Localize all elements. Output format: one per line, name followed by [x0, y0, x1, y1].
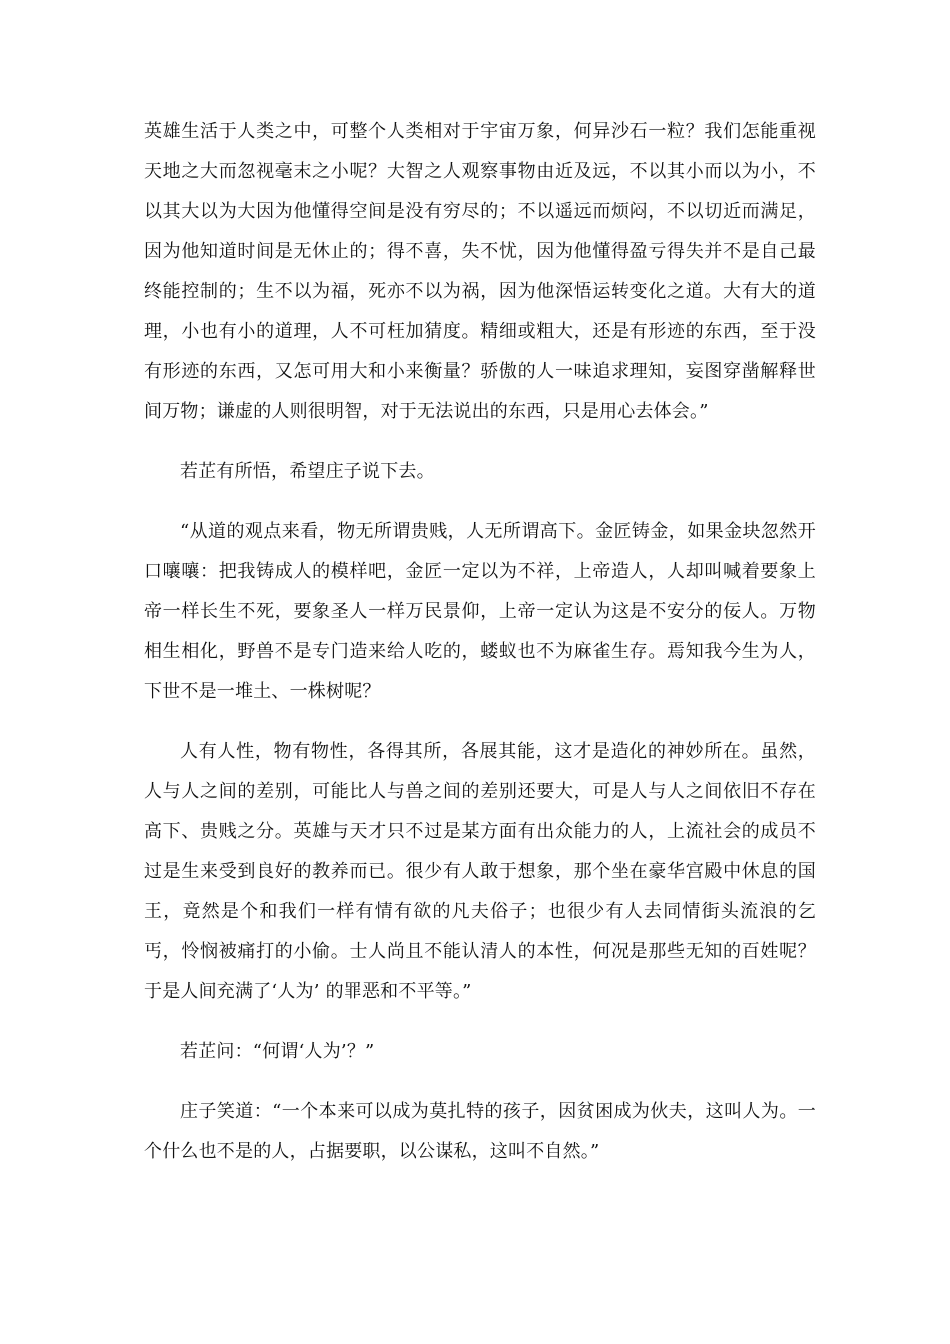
body-text [144, 112, 816, 1172]
paragraph-4: 人有人性，物有物性，各得其所，各展其能，这才是造化的神妙所在。虽然，人与人之间的差别，可能比人与兽之间的差别还要大，可是人与人之间依旧不存在高下、贵贱之分。英雄与天才只不过是某方面有出众能力的人，上流社会的成员不过是生来受到良好的教养而已。很少有人敢于想象，那个坐在豪华宫殿中休息的国王，竟然是个和我们一样有情有欲的凡夫俗子；也很少有人去同情街头流浪的乞丐，怜悯被痛打的小偷。士人尚且不能认清人的本性，何况是那些无知的百姓呢？于是人间充满了‘人为’ 的罪恶和不平等。” [144, 741, 816, 1002]
paragraph-6: 庄子笑道：“一个本来可以成为莫扎特的孩子，因贫困成为伙夫，这叫人为。一个什么也不是的人，占据要职，以公谋私，这叫不自然。” [144, 1101, 816, 1162]
paragraph-1: 英雄生活于人类之中，可整个人类相对于宇宙万象，何异沙石一粒？我们怎能重视天地之大而忽视毫末之小呢？大智之人观察事物由近及远，不以其小而以为小，不以其大以为大因为他懂得空间是没有穷尽的；不以遥远而烦闷，不以切近而满足，因为他知道时间是无休止的；得不喜，失不忧，因为他懂得盈亏得失并不是自己最终能控制的；生不以为福，死亦不以为祸，因为他深悟运转变化之道。大有大的道理，小也有小的道理，人不可枉加猜度。精细或粗大，还是有形迹的东西，至于没有形迹的东西，又怎可用大和小来衡量？骄傲的人一味追求理知，妄图穿凿解释世间万物；谦虚的人则很明智，对于无法说出的东西，只是用心去体会。” [144, 121, 816, 422]
paragraph-5: 若芷问：“何谓‘人为’？” [180, 1041, 375, 1062]
paragraph-3: “从道的观点来看，物无所谓贵贱，人无所谓高下。金匠铸金，如果金块忽然开口嚷嚷：把我铸成人的模样吧，金匠一定以为不祥，上帝造人，人却叫喊着要象上帝一样长生不死，要象圣人一样万民景仰，上帝一定认为这是不安分的佞人。万物相生相化，野兽不是专门造来给人吃的，蝼蚁也不为麻雀生存。焉知我今生为人，下世不是一堆土、一株树呢？ [144, 521, 816, 702]
paragraph-2: 若芷有所悟，希望庄子说下去。 [180, 461, 435, 482]
